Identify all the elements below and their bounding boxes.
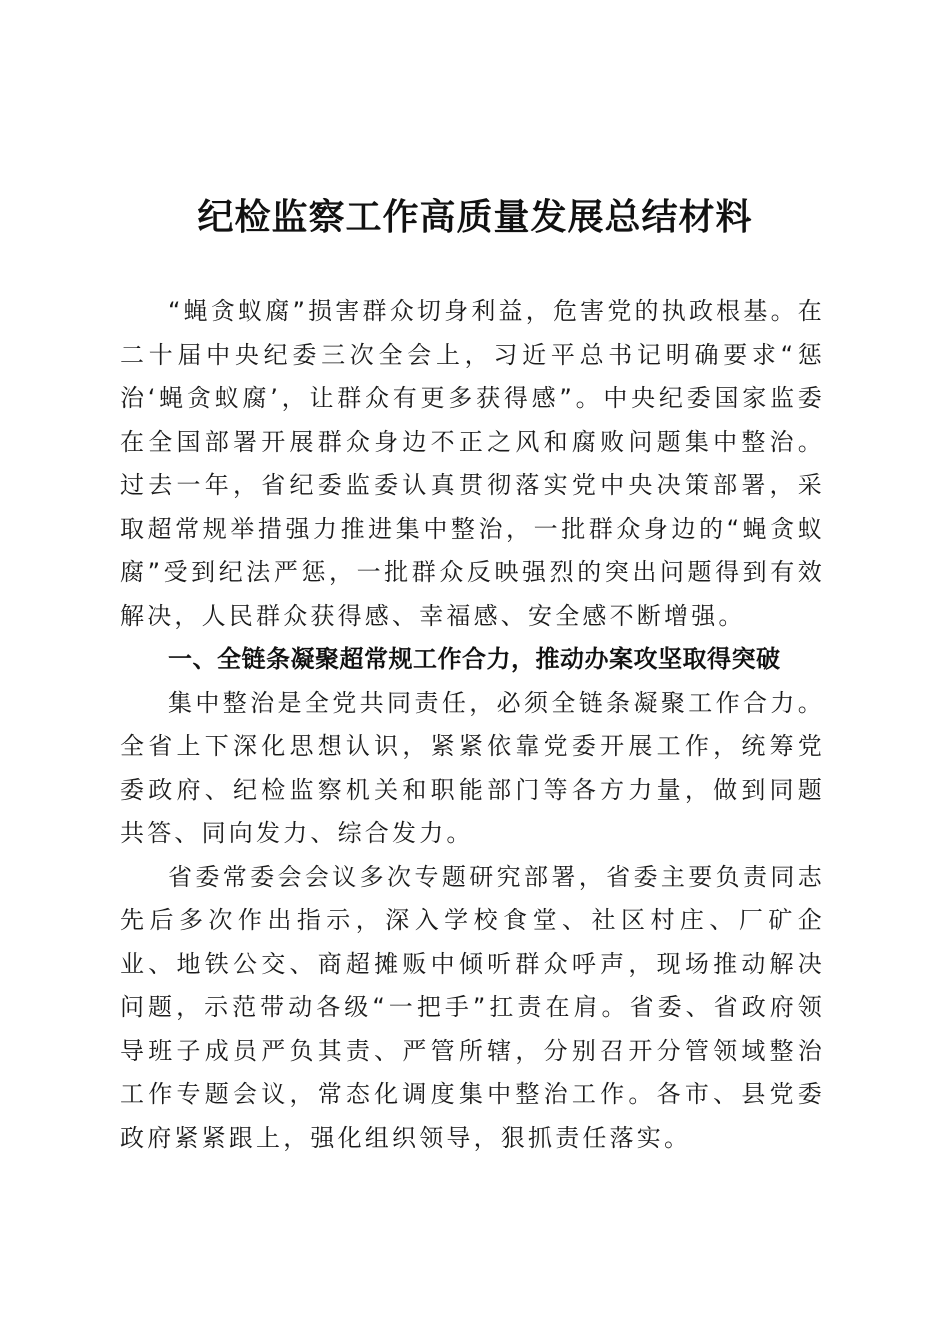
intro-paragraph: “蝇贪蚁腐”损害群众切身利益，危害党的执政根基。在二十届中央纪委三次全会上，习近平总书记明确要求“惩治‘蝇贪蚁腐’，让群众有更多获得感”。中央纪委国家监委在全国部署开展群众身边不正之风和腐败问题集中整治。过去一年，省纪委监委认真贯彻落实党中央决策部署，采取超常规举措强力推进集中整治，一批群众身边的“蝇贪蚁腐”受到纪法严惩，一批群众反映强烈的突出问题得到有效解决，人民群众获得感、幸福感、安全感不断增强。 — [120, 297, 825, 630]
document-body — [120, 290, 825, 1160]
section-heading-1: 一、全链条凝聚超常规工作合力，推动办案攻坚取得突破 — [168, 645, 781, 673]
document-title: 纪检监察工作高质量发展总结材料 — [197, 196, 753, 238]
section-1-paragraph-2: 省委常委会会议多次专题研究部署，省委主要负责同志先后多次作出指示，深入学校食堂、社区村庄、厂矿企业、地铁公交、商超摊贩中倾听群众呼声，现场推动解决问题，示范带动各级“一把手”扛责在肩。省委、省政府领导班子成员严负其责、严管所辖，分别召开分管领域整治工作专题会议，常态化调度集中整治工作。各市、县党委政府紧紧跟上，强化组织领导，狠抓责任落实。 — [120, 862, 825, 1152]
section-1-paragraph-1: 集中整治是全党共同责任，必须全链条凝聚工作合力。全省上下深化思想认识，紧紧依靠党委开展工作，统筹党委政府、纪检监察机关和职能部门等各方力量，做到同题共答、同向发力、综合发力。 — [120, 688, 825, 847]
